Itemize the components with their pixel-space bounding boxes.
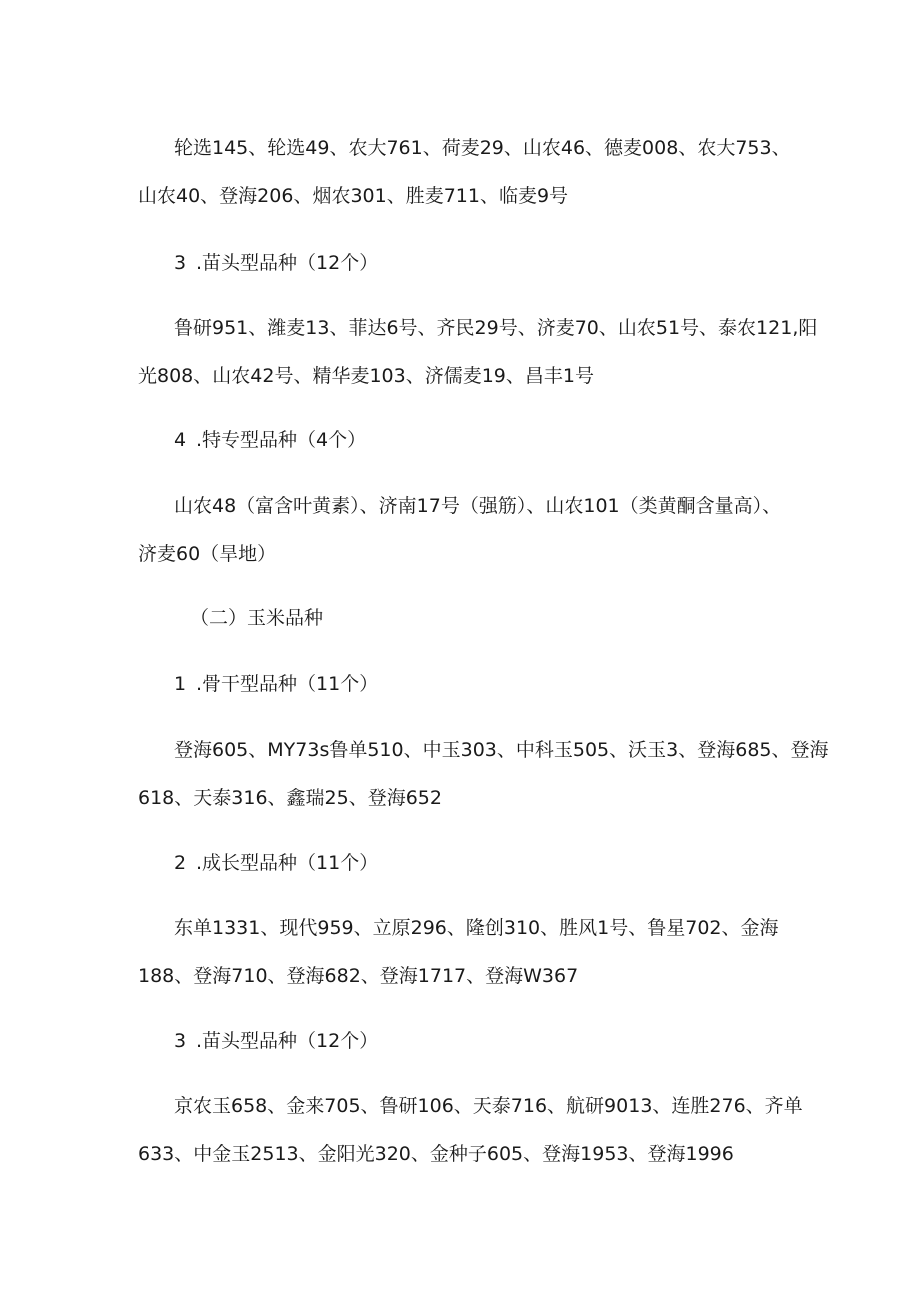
heading-label: .骨干型品种（11个）: [196, 673, 379, 695]
corn-type3-heading: [174, 1028, 378, 1054]
heading-number: 3: [174, 1030, 187, 1052]
corn-type1-line2: 618、天泰316、鑫瑞25、登海652: [138, 787, 442, 809]
heading-label: .苗头型品种（12个）: [196, 1030, 379, 1052]
heading-number: 3: [174, 252, 187, 274]
corn-type2-line2: 188、登海710、登海682、登海1717、登海W367: [138, 965, 579, 987]
wheat-type4-line2: 济麦60（旱地）: [138, 543, 277, 565]
heading-number: 1: [174, 673, 187, 695]
wheat-type4-heading: [174, 427, 366, 453]
heading-label: .苗头型品种（12个）: [196, 252, 379, 274]
wheat-type3-heading: [174, 250, 378, 276]
heading-number: 2: [174, 852, 187, 874]
wheat-type3-line1: 鲁研951、潍麦13、菲达6号、齐民29号、济麦70、山农51号、泰农121,阳: [174, 317, 818, 339]
corn-type2-line1: 东单1331、现代959、立原296、隆创310、胜风1号、鲁星702、金海: [174, 917, 779, 939]
heading-number: 4: [174, 429, 187, 451]
corn-type1-heading: [174, 671, 378, 697]
heading-label: .成长型品种（11个）: [196, 852, 379, 874]
corn-type3-line1: 京农玉658、金来705、鲁研106、天泰716、航研9013、连胜276、齐单: [174, 1095, 803, 1117]
wheat-type3-line2: 光808、山农42号、精华麦103、济儒麦19、昌丰1号: [138, 365, 594, 387]
wheat-type2-line2: 山农40、登海206、烟农301、胜麦711、临麦9号: [138, 185, 569, 207]
wheat-type2-line1: 轮选145、轮选49、农大761、荷麦29、山农46、德麦008、农大753、: [174, 137, 791, 159]
corn-type2-heading: [174, 850, 378, 876]
corn-type3-line2: 633、中金玉2513、金阳光320、金种子605、登海1953、登海1996: [138, 1143, 734, 1165]
wheat-type4-line1: 山农48（富含叶黄素）、济南17号（强筋）、山农101（类黄酮含量高）、: [174, 495, 782, 517]
heading-label: .特专型品种（4个）: [196, 429, 367, 451]
corn-type1-line1: 登海605、MY73s鲁单510、中玉303、中科玉505、沃玉3、登海685、登海: [174, 739, 829, 761]
corn-section-title: （二）玉米品种: [190, 607, 324, 629]
